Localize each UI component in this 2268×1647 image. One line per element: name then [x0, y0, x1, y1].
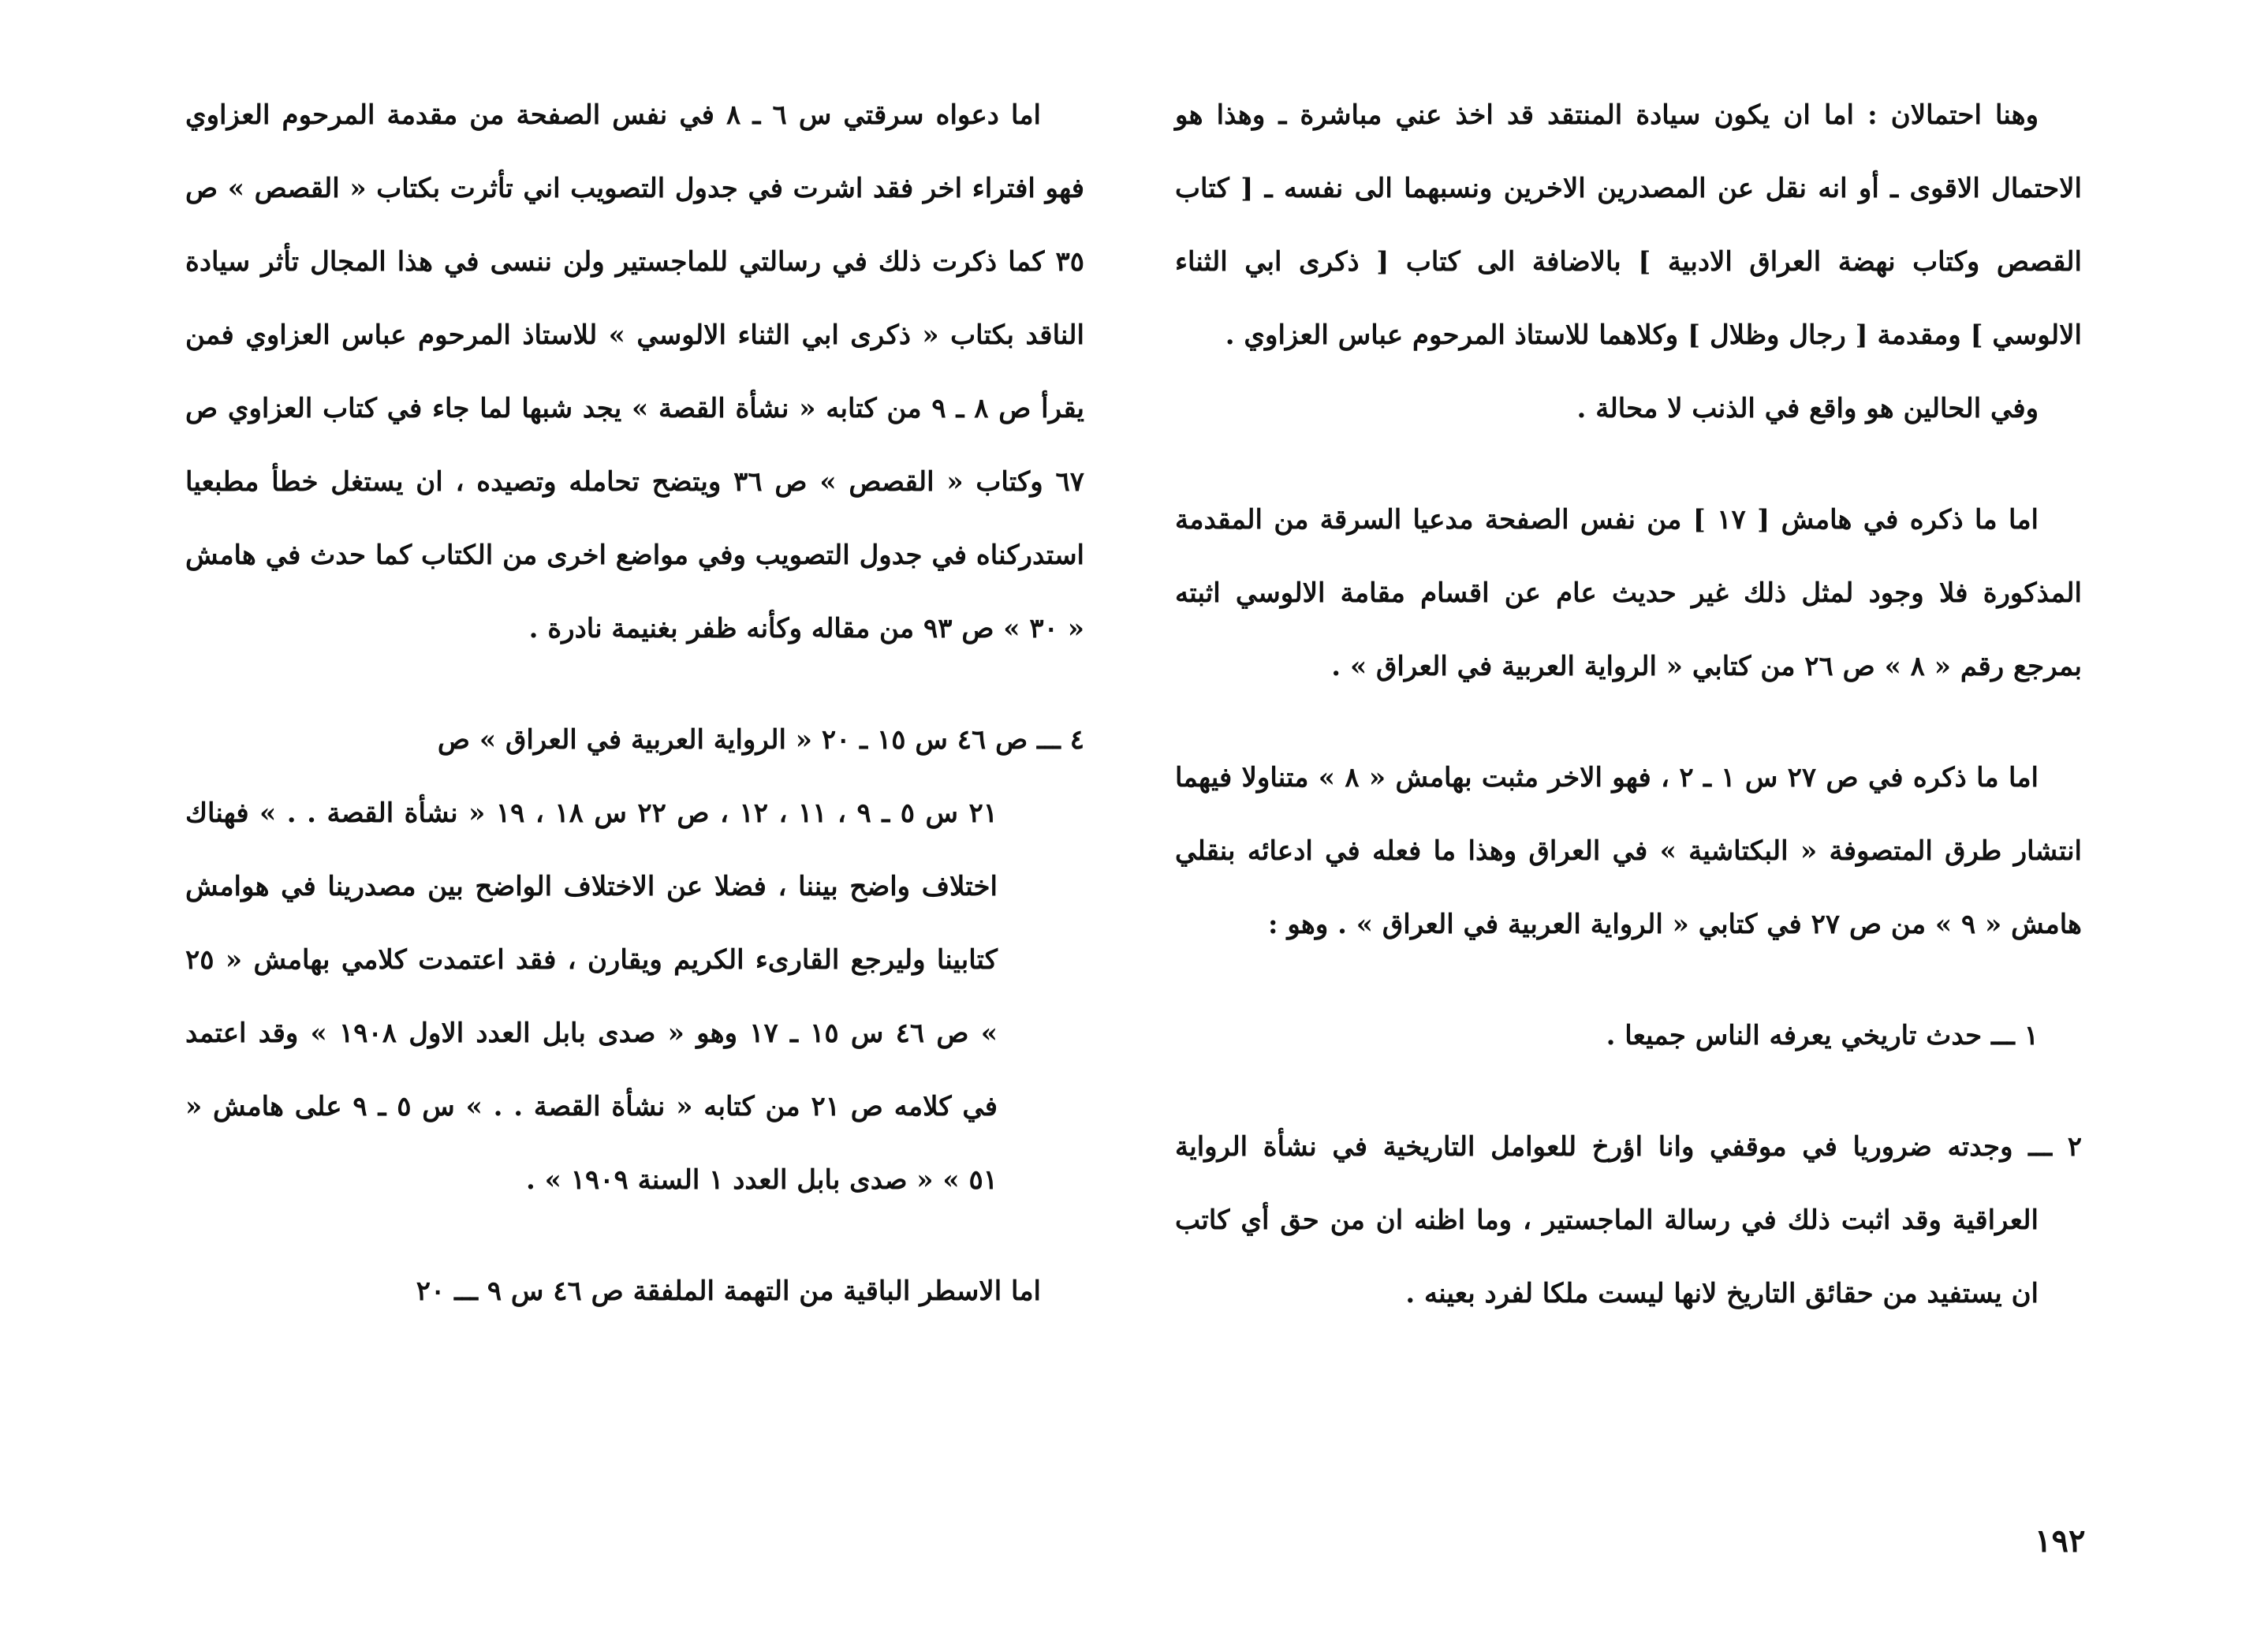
- page-gutter: [1133, 0, 1135, 1647]
- paragraph-conclusion: وفي الحالين هو واقع في الذنب لا محالة .: [1576, 393, 2039, 424]
- paragraph-claim-lines-6-8: اما دعواه سرقتي س ٦ ـ ٨ في نفس الصفحة من مقدمة المرحوم العزاوي فهو افتراء اخر فقد اشرت في جدول التصويب اني تأثرت بكتاب « القصص » ص ٣٥ كما ذكرت ذلك في رسالتي للماجستير ولن ننسى في هذا المجال تأثر سيادة الناقد بكتاب « ذكرى ابي الثناء الالوسي » للاستاذ المرحوم عباس العزاوي فمن يقرأ ص ٨ ـ ٩ من كتابه « نشأة القصة » يجد شبها لما جاء في كتاب العزاوي ص ٦٧ وكتاب « القصص » ص ٣٦ ويتضح تحامله وتصيده ، ان يستغل خطأ مطبعيا استدركناه في جدول التصويب وفي مواضع اخرى من الكتاب كما حدث في هامش « ٣٠ » ص ٩٣ من مقاله وكأنه ظفر بغنيمة نادرة .: [185, 99, 1084, 644]
- list-item-4-heading: ٤ ـــ ص ٤٦ س ١٥ ـ ٢٠ « الرواية العربية في العراق » ص: [437, 724, 1084, 756]
- paragraph-remaining-lines: اما الاسطر الباقية من التهمة الملفقة ص ٤٦ س ٩ ـــ ٢٠: [416, 1275, 1041, 1307]
- left-column: [185, 79, 1084, 1328]
- page-number: ١٩٢: [2035, 1522, 2086, 1559]
- right-column: [1175, 79, 2082, 1331]
- list-item-1: ١ ـــ حدث تاريخي يعرفه الناس جميعا .: [1606, 1020, 2039, 1051]
- paragraph-page-27: اما ما ذكره في ص ٢٧ س ١ ـ ٢ ، فهو الاخر مثبت بهامش « ٨ » متناولا فيهما انتشار طرق المتصوفة « البكتاشية » في العراق وهذا ما فعله في ادعائه بنقلي هامش « ٩ » من ص ٢٧ في كتابي « الرواية العربية في العراق » . وهو :: [1175, 762, 2082, 940]
- paragraph-two-possibilities: وهنا احتمالان : اما ان يكون سيادة المنتقد قد اخذ عني مباشرة ـ وهذا هو الاحتمال الاقوى ـ أو انه نقل عن المصدرين الاخرين ونسبهما الى نفسه ـ [ كتاب القصص وكتاب نهضة العراق الادبية ] بالاضافة الى كتاب [ ذكرى ابي الثناء الالوسي ] ومقدمة [ رجال وظلال ] وكلاهما للاستاذ المرحوم عباس العزاوي .: [1175, 99, 2082, 351]
- paragraph-footnote-17: اما ما ذكره في هامش [ ١٧ ] من نفس الصفحة مدعيا السرقة من المقدمة المذكورة فلا وجود لمثل ذلك غير حديث عام عن اقسام مقامة الالوسي اثبته بمرجع رقم « ٨ » ص ٢٦ من كتابي « الرواية العربية في العراق » .: [1175, 504, 2082, 682]
- list-item-2: ٢ ـــ وجدته ضروريا في موقفي وانا اؤرخ للعوامل التاريخية في نشأة الرواية العراقية وقد اثبت ذلك في رسالة الماجستير ، وما اظنه ان من حق أي كاتب ان يستفيد من حقائق التاريخ لانها ليست ملكا لفرد بعينه .: [1175, 1131, 2082, 1309]
- list-item-4-body: ٢١ س ٥ ـ ٩ ، ١١ ، ١٢ ، ص ٢٢ س ١٨ ، ١٩ « نشأة القصة . . » فهناك اختلاف واضح بيننا ، فضلا عن الاختلاف الواضح بين مصدرينا في هوامش كتابينا وليرجع القارىء الكريم ويقارن ، فقد اعتمدت كلامي بهامش « ٢٥ » ص ٤٦ س ١٥ ـ ١٧ وهو « صدى بابل العدد الاول ١٩٠٨ » وقد اعتمد في كلامه ص ٢١ من كتابه « نشأة القصة . . » س ٥ ـ ٩ على هامش « ٥١ » « صدى بابل العدد ١ السنة ١٩٠٩ » .: [185, 797, 998, 1196]
